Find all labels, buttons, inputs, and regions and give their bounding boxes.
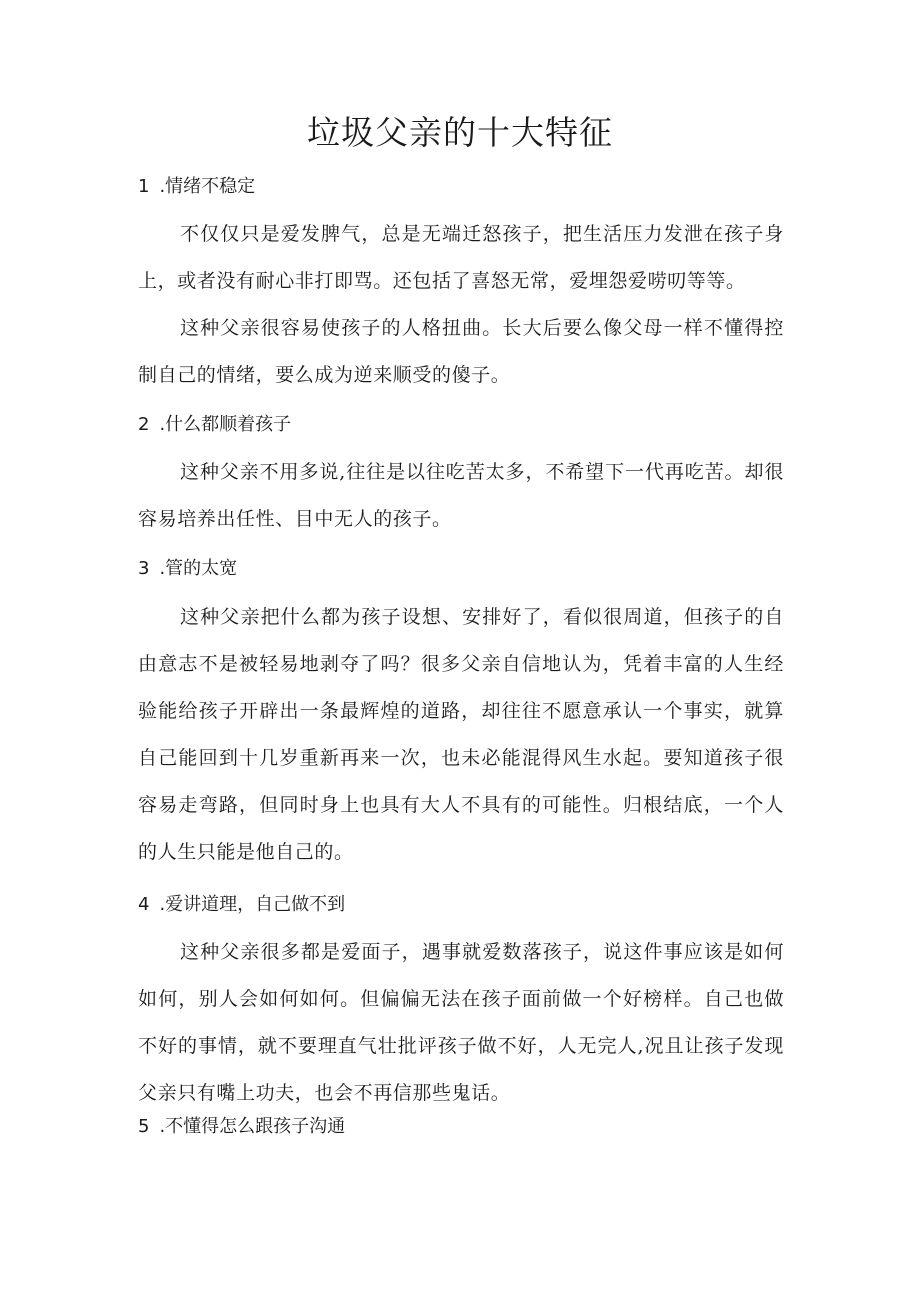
- section-number: 2: [138, 414, 150, 435]
- paragraph: 这种父亲很容易使孩子的人格扭曲。长大后要么像父母一样不懂得控制自己的情绪，要么成为逆来顺受的傻子。: [138, 317, 784, 386]
- section-heading-text: .情绪不稳定: [159, 176, 256, 197]
- section-heading-2: [138, 413, 291, 437]
- paragraph: 这种父亲把什么都为孩子设想、安排好了，看似很周道，但孩子的自由意志不是被轻易地剥夺了吗？很多父亲自信地认为，凭着丰富的人生经验能给孩子开辟出一条最辉煌的道路，却往往不愿意承认一个事实，就算自己能回到十几岁重新再来一次，也未必能混得风生水起。要知道孩子很容易走弯路，但同时身上也具有大人不具有的可能性。归根结底，一个人的人生只能是他自己的。: [138, 606, 784, 863]
- section-heading-5: [138, 1115, 345, 1139]
- section-heading-4: [138, 893, 345, 917]
- section-heading-3: [138, 557, 237, 581]
- section-number: 1: [138, 176, 150, 197]
- section-heading-text: .管的太宽: [159, 558, 238, 579]
- paragraph: 这种父亲不用多说,往往是以往吃苦太多，不希望下一代再吃苦。却很容易培养出任性、目中无人的孩子。: [138, 461, 784, 530]
- section-heading-1: [138, 175, 255, 199]
- document-title: 垃圾父亲的十大特征: [307, 113, 613, 152]
- section-number: 4: [138, 894, 150, 915]
- section-heading-text: .不懂得怎么跟孩子沟通: [159, 1116, 346, 1137]
- paragraph: 这种父亲很多都是爱面子，遇事就爱数落孩子，说这件事应该是如何如何，别人会如何如何。但偏偏无法在孩子面前做一个好榜样。自己也做不好的事情，就不要理直气壮批评孩子做不好，人无完人,况且让孩子发现父亲只有嘴上功夫，也会不再信那些鬼话。: [138, 941, 784, 1104]
- section-heading-text: .什么都顺着孩子: [159, 414, 292, 435]
- section-heading-text: .爱讲道理，自己做不到: [159, 894, 346, 915]
- section-number: 3: [138, 558, 150, 579]
- paragraph: 不仅仅只是爱发脾气，总是无端迁怒孩子，把生活压力发泄在孩子身上，或者没有耐心非打即骂。还包括了喜怒无常，爱埋怨爱唠叨等等。: [138, 223, 784, 292]
- section-number: 5: [138, 1116, 150, 1137]
